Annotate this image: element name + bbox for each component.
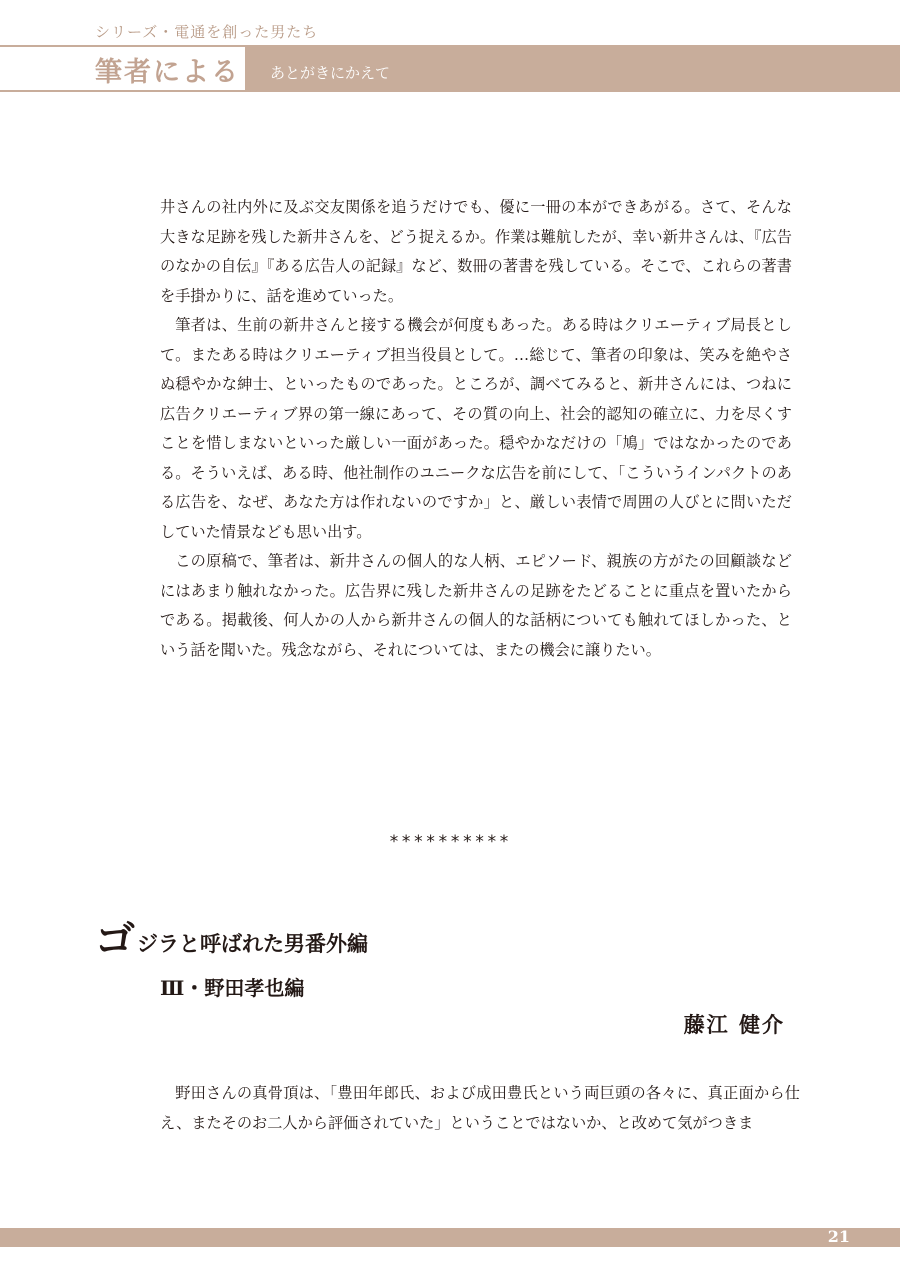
page-subtitle: あとがきにかえて	[270, 64, 391, 82]
author-name: 藤江 健介	[683, 1012, 785, 1037]
afterword-body	[160, 193, 792, 665]
section-title	[95, 908, 368, 965]
series-title: シリーズ・電通を創った男たち	[95, 23, 319, 41]
section-title-initial: ゴ	[95, 916, 135, 963]
section-title-rest: ジラと呼ばれた男番外編	[137, 931, 368, 956]
paragraph-1: 井さんの社内外に及ぶ交友関係を追うだけでも、優に一冊の本ができあがる。さて、そんな大きな足跡を残した新井さんを、どう捉えるか。作業は難航したが、幸い新井さんは、『広告のなかの自伝』『ある広告人の記録』など、数冊の著書を残している。そこで、これらの著書を手掛かりに、話を進めていった。	[160, 198, 792, 305]
paragraph-2: 筆者は、生前の新井さんと接する機会が何度もあった。ある時はクリエーティブ局長として。またある時はクリエーティブ担当役員として。…総じて、筆者の印象は、笑みを絶やさぬ穏やかな紳士、といったものであった。ところが、調べてみると、新井さんには、つねに広告クリエーティブ界の第一線にあって、その質の向上、社会的認知の確立に、力を尽くすことを惜しまないといった厳しい一面があった。穏やかなだけの「鳩」ではなかったのである。そういえば、ある時、他社制作のユニークな広告を前にして、「こういうインパクトのある広告を、なぜ、あなた方は作れないのですか」と、厳しい表情で周囲の人びとに問いただしていた情景なども思い出す。	[160, 316, 792, 541]
subsection-title: Ⅲ・野田孝也編	[160, 976, 305, 1000]
section-intro	[160, 1078, 800, 1138]
intro-paragraph: 野田さんの真骨頂は、「豊田年郎氏、および成田豊氏という両巨頭の各々に、真正面から仕え、またそのお二人から評価されていた」ということではないか、と改めて気がつきま	[160, 1084, 800, 1132]
page-title: 筆者による	[95, 57, 240, 88]
page-number: 21	[827, 1227, 850, 1246]
paragraph-3: この原稿で、筆者は、新井さんの個人的な人柄、エピソード、親族の方がたの回顧談などにはあまり触れなかった。広告界に残した新井さんの足跡をたどることに重点を置いたからである。掲載後、何人かの人から新井さんの個人的な話柄についても触れてほしかった、という話を聞いた。残念ながら、それについては、またの機会に譲りたい。	[160, 552, 792, 659]
footer-band	[0, 1228, 900, 1247]
section-separator: **********	[388, 832, 512, 852]
